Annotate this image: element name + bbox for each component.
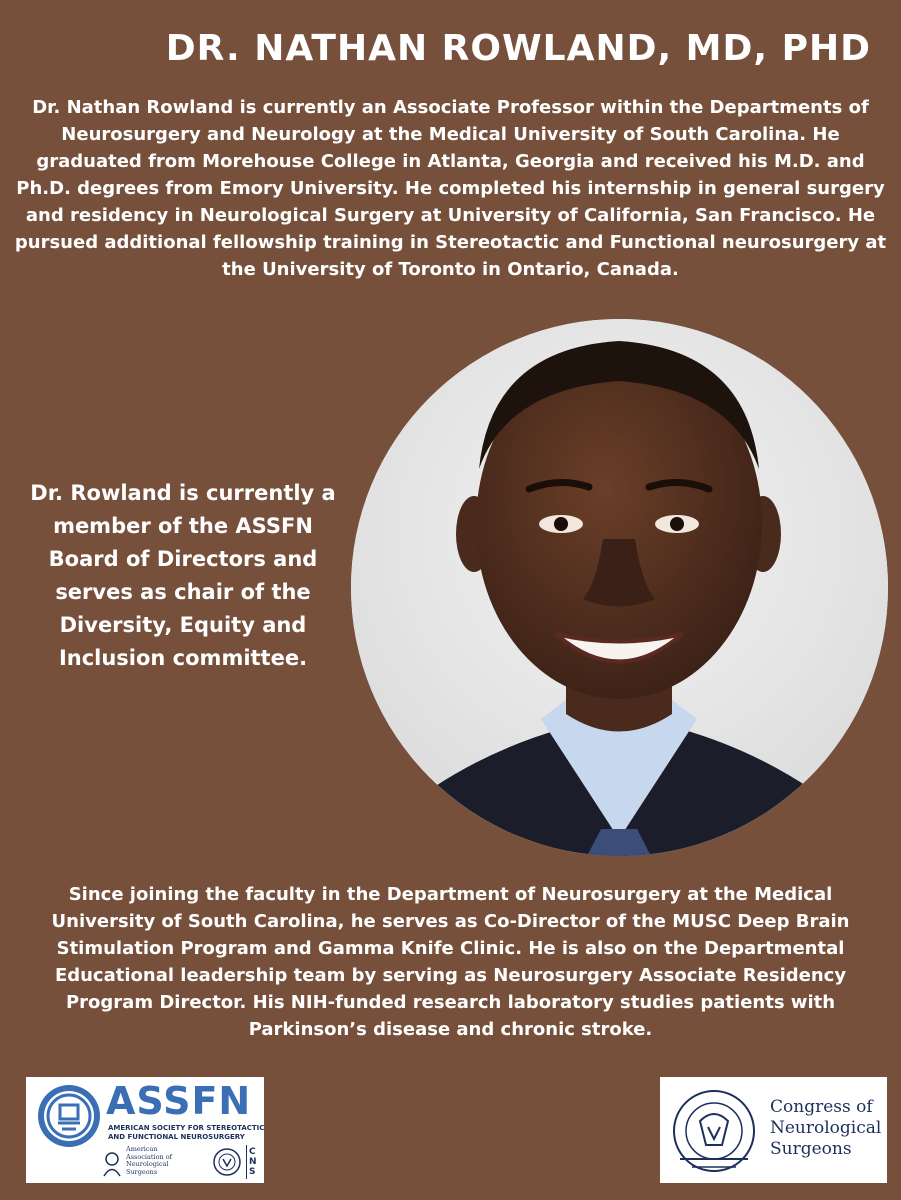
assfn-subtitle: AMERICAN SOCIETY FOR STEREOTACTIC AND FUNCTIONAL NEUROSURGERY [108, 1124, 265, 1141]
aans-seal-icon [100, 1149, 124, 1177]
logo-divider [246, 1145, 247, 1179]
assfn-wordmark: ASSFN [106, 1079, 252, 1123]
board-membership-paragraph: Dr. Rowland is currently a member of the ASSFN Board of Directors and serves as chair of the Diversity, Equity and Inclusion committee. [30, 481, 336, 670]
aans-text: American Association of Neurological Surgeons [126, 1145, 173, 1176]
assfn-emblem-icon [36, 1083, 102, 1149]
bio-intro-paragraph: Dr. Nathan Rowland is currently an Associate Professor within the Departments of Neurosurgery and Neurology at the Medical University of South Carolina. He graduated from Morehouse College in Atlanta, Georgia and received his M.D. and Ph.D. degrees from Emory University. He completed his internship in general surgery and residency in Neurological Surgery at University of California, San Francisco. He pursued additional fellowship training in Stereotactic and Functional neurosurgery at the University of Toronto in Ontario, Canada. [14, 97, 887, 280]
page-title: DR. NATHAN ROWLAND, MD, PHD [165, 28, 871, 69]
portrait-photo [351, 319, 888, 856]
faculty-paragraph: Since joining the faculty in the Department of Neurosurgery at the Medical University of South Carolina, he serves as Co-Director of the MUSC Deep Brain Stimulation Program and Gamma Knife Clinic. He is also on the Departmental Educational leadership team by serving as Neurosurgery Associate Residency Program Director. His NIH-funded research laboratory studies patients with Parkinson’s disease and chronic stroke. [51, 884, 850, 1040]
cns-seal-icon [670, 1087, 758, 1175]
cns-seal-small-icon [212, 1147, 242, 1177]
assfn-logo [26, 1077, 264, 1183]
cns-abbrev: CNS [249, 1147, 257, 1177]
cns-wordmark: Congress of Neurological Surgeons [770, 1097, 882, 1159]
cns-logo [660, 1077, 887, 1183]
